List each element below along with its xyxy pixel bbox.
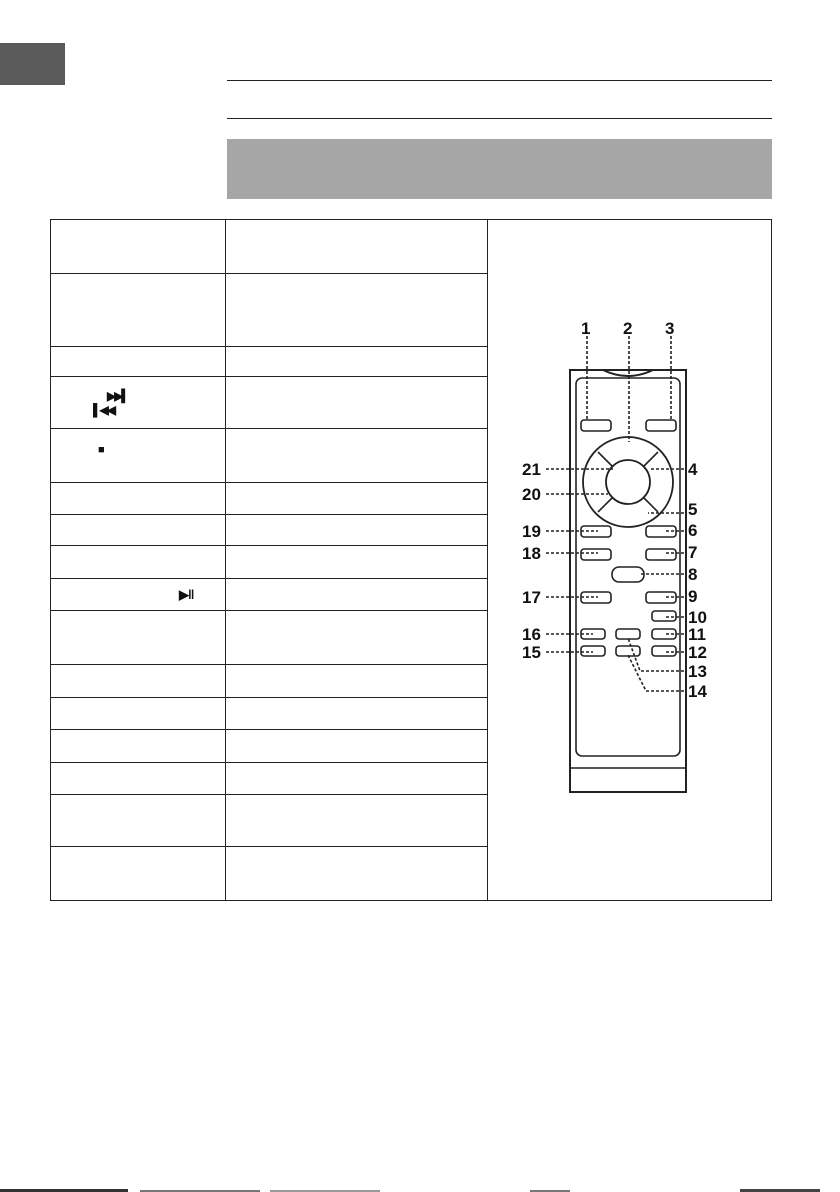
remote-control-drawing [488, 220, 772, 900]
callout-10: 10 [688, 608, 707, 627]
callout-7: 7 [688, 543, 698, 562]
remote-control-diagram [488, 220, 772, 900]
skip-back-icon: ▌◀◀ [93, 402, 114, 417]
table-row [51, 795, 488, 847]
callout-1: 1 [581, 319, 591, 338]
callout-6: 6 [688, 521, 698, 540]
callout-4: 4 [688, 460, 698, 479]
callout-15: 15 [522, 643, 541, 662]
callout-20: 20 [522, 485, 541, 504]
table-row [51, 611, 488, 665]
table-row [51, 347, 488, 377]
table-row [51, 665, 488, 698]
table-row [51, 763, 488, 795]
callout-21: 21 [522, 460, 541, 479]
callout-3: 3 [665, 319, 675, 338]
callout-17: 17 [522, 588, 541, 607]
callout-12: 12 [688, 643, 707, 662]
language-tab [0, 43, 65, 85]
callout-11: 11 [688, 625, 706, 644]
table-row [51, 546, 488, 579]
header-rule-bottom [227, 118, 772, 119]
table-row [51, 220, 488, 274]
table-row [51, 579, 488, 611]
callout-18: 18 [522, 544, 541, 563]
table-row [51, 274, 488, 347]
section-heading-bar [227, 139, 772, 199]
header-rule-top [227, 80, 772, 81]
table-row [51, 483, 488, 515]
callout-2: 2 [623, 319, 633, 338]
table-row [51, 377, 488, 429]
footer-print-strip [0, 1188, 840, 1192]
table-row [51, 429, 488, 483]
callout-14: 14 [688, 682, 707, 701]
skip-forward-icon: ▶▶▍ [107, 388, 129, 403]
callout-16: 16 [522, 625, 541, 644]
table-row [51, 847, 488, 900]
remote-function-table [50, 219, 772, 901]
table-row [51, 698, 488, 730]
callout-8: 8 [688, 565, 698, 584]
table-row [51, 515, 488, 546]
play-pause-icon: ▶‖ [179, 586, 194, 602]
callout-13: 13 [688, 662, 707, 681]
callout-19: 19 [522, 522, 541, 541]
table-row [51, 730, 488, 763]
callout-9: 9 [688, 587, 698, 606]
stop-icon: ■ [98, 444, 104, 456]
callout-5: 5 [688, 500, 698, 519]
